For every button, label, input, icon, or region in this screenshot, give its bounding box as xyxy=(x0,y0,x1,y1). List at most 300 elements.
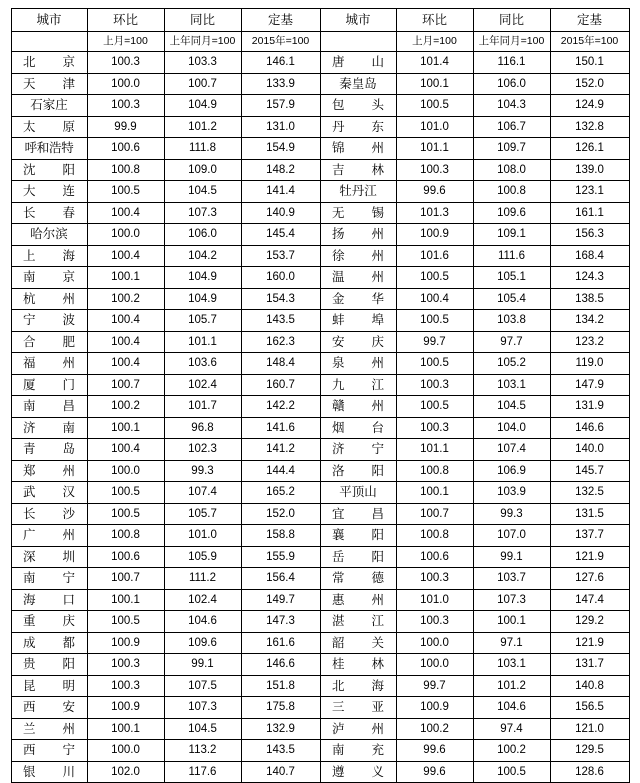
base-value-cell: 147.4 xyxy=(550,589,629,611)
city-name-cell xyxy=(320,310,396,332)
city-label: 南 京 xyxy=(23,270,75,284)
base-value-cell: 160.0 xyxy=(241,267,320,289)
base-value-cell: 143.5 xyxy=(241,310,320,332)
city-label: 金 华 xyxy=(332,291,384,306)
mom-value-cell: 100.1 xyxy=(87,589,164,611)
city-label: 三 亚 xyxy=(332,700,384,714)
city-name-cell xyxy=(320,460,396,482)
yoy-value-cell: 99.1 xyxy=(473,546,550,568)
city-name-cell xyxy=(320,503,396,525)
table-row xyxy=(11,181,629,203)
mom-value-cell: 101.3 xyxy=(396,202,473,224)
mom-value-cell: 100.3 xyxy=(396,611,473,633)
city-label: 海 口 xyxy=(23,592,75,607)
city-label: 扬 州 xyxy=(332,227,384,241)
base-value-cell: 134.2 xyxy=(550,310,629,332)
city-name-cell xyxy=(11,460,87,482)
table-row xyxy=(11,654,629,676)
city-label: 杭 州 xyxy=(23,291,75,306)
city-name-cell xyxy=(320,632,396,654)
base-value-cell: 138.5 xyxy=(550,288,629,310)
price-index-table-sheet xyxy=(0,8,640,779)
base-value-cell: 123.2 xyxy=(550,331,629,353)
table-row xyxy=(11,675,629,697)
city-label: 襄 阳 xyxy=(332,528,384,542)
city-label: 烟 台 xyxy=(332,420,384,435)
yoy-value-cell: 109.7 xyxy=(473,138,550,160)
mom-value-cell: 100.3 xyxy=(396,417,473,439)
city-label: 济 宁 xyxy=(332,442,384,456)
mom-value-cell: 100.9 xyxy=(396,697,473,719)
yoy-value-cell: 99.1 xyxy=(164,654,241,676)
mom-value-cell: 100.2 xyxy=(87,288,164,310)
yoy-value-cell: 101.2 xyxy=(164,116,241,138)
base-value-cell: 156.3 xyxy=(550,224,629,246)
city-name-cell xyxy=(320,675,396,697)
city-name-cell xyxy=(11,181,87,203)
table-row xyxy=(11,417,629,439)
header-yoy-right: 同比 xyxy=(473,9,550,32)
city-name-cell xyxy=(320,267,396,289)
city-name-cell xyxy=(11,353,87,375)
city-name-cell xyxy=(11,697,87,719)
city-name-cell xyxy=(11,589,87,611)
city-label: 银 川 xyxy=(23,764,75,779)
mom-value-cell: 100.6 xyxy=(87,546,164,568)
yoy-value-cell: 105.9 xyxy=(164,546,241,568)
mom-value-cell: 100.5 xyxy=(396,353,473,375)
city-label: 常 德 xyxy=(332,571,384,585)
mom-value-cell: 100.5 xyxy=(396,95,473,117)
table-row xyxy=(11,503,629,525)
yoy-value-cell: 100.7 xyxy=(164,73,241,95)
mom-value-cell: 100.1 xyxy=(87,417,164,439)
city-name-cell xyxy=(11,224,87,246)
city-name-cell xyxy=(320,288,396,310)
table-row xyxy=(11,589,629,611)
yoy-value-cell: 111.6 xyxy=(473,245,550,267)
yoy-value-cell: 109.0 xyxy=(164,159,241,181)
yoy-value-cell: 106.0 xyxy=(164,224,241,246)
city-name-cell xyxy=(11,439,87,461)
yoy-value-cell: 104.3 xyxy=(473,95,550,117)
mom-value-cell: 100.0 xyxy=(87,460,164,482)
city-label: 沈 阳 xyxy=(23,162,75,177)
mom-value-cell: 100.1 xyxy=(87,718,164,740)
yoy-value-cell: 102.4 xyxy=(164,589,241,611)
city-label: 湛 江 xyxy=(332,614,384,628)
base-value-cell: 156.5 xyxy=(550,697,629,719)
mom-value-cell: 99.9 xyxy=(87,116,164,138)
yoy-value-cell: 111.2 xyxy=(164,568,241,590)
city-name-cell xyxy=(11,632,87,654)
mom-value-cell: 100.5 xyxy=(396,267,473,289)
table-row xyxy=(11,632,629,654)
city-name-cell xyxy=(11,288,87,310)
mom-value-cell: 100.4 xyxy=(87,353,164,375)
mom-value-cell: 100.1 xyxy=(396,482,473,504)
city-label: 厦 门 xyxy=(23,377,75,392)
base-value-cell: 146.1 xyxy=(241,52,320,74)
city-label: 岳 阳 xyxy=(332,549,384,564)
header-city-left: 城市 xyxy=(11,9,87,32)
table-row xyxy=(11,202,629,224)
city-label: 桂 林 xyxy=(332,657,384,671)
city-label: 丹 东 xyxy=(332,119,384,134)
mom-value-cell: 100.8 xyxy=(396,460,473,482)
base-value-cell: 121.9 xyxy=(550,632,629,654)
yoy-value-cell: 97.7 xyxy=(473,331,550,353)
city-label: 温 州 xyxy=(332,270,384,284)
base-value-cell: 149.7 xyxy=(241,589,320,611)
yoy-value-cell: 101.2 xyxy=(473,675,550,697)
city-name-cell xyxy=(320,525,396,547)
city-label: 上 海 xyxy=(23,248,75,263)
mom-value-cell: 100.3 xyxy=(87,52,164,74)
header-base-right: 定基 xyxy=(550,9,629,32)
city-label: 石家庄 xyxy=(30,98,68,112)
yoy-value-cell: 105.2 xyxy=(473,353,550,375)
city-label: 成 都 xyxy=(23,635,75,650)
subheader-city-left xyxy=(11,32,87,52)
city-name-cell xyxy=(320,245,396,267)
table-row xyxy=(11,138,629,160)
mom-value-cell: 100.9 xyxy=(396,224,473,246)
mom-value-cell: 100.6 xyxy=(87,138,164,160)
city-name-cell xyxy=(11,654,87,676)
base-value-cell: 148.2 xyxy=(241,159,320,181)
city-label: 宜 昌 xyxy=(332,506,384,521)
city-name-cell xyxy=(11,568,87,590)
base-value-cell: 148.4 xyxy=(241,353,320,375)
city-name-cell xyxy=(11,374,87,396)
city-label: 哈尔滨 xyxy=(30,227,68,241)
mom-value-cell: 102.0 xyxy=(87,761,164,783)
base-value-cell: 123.1 xyxy=(550,181,629,203)
city-label: 兰 州 xyxy=(23,721,75,736)
table-row xyxy=(11,245,629,267)
table-header xyxy=(11,9,629,52)
base-value-cell: 121.9 xyxy=(550,546,629,568)
subheader-base-left: 2015年=100 xyxy=(241,32,320,52)
city-label: 西 安 xyxy=(23,700,75,714)
yoy-value-cell: 105.4 xyxy=(473,288,550,310)
mom-value-cell: 100.8 xyxy=(87,525,164,547)
yoy-value-cell: 109.1 xyxy=(473,224,550,246)
yoy-value-cell: 101.7 xyxy=(164,396,241,418)
city-name-cell xyxy=(320,396,396,418)
mom-value-cell: 100.6 xyxy=(396,546,473,568)
city-name-cell xyxy=(320,761,396,783)
city-label: 九 江 xyxy=(332,377,384,392)
city-name-cell xyxy=(11,396,87,418)
city-name-cell xyxy=(320,718,396,740)
yoy-value-cell: 104.9 xyxy=(164,267,241,289)
table-row xyxy=(11,353,629,375)
yoy-value-cell: 107.0 xyxy=(473,525,550,547)
yoy-value-cell: 105.1 xyxy=(473,267,550,289)
yoy-value-cell: 97.4 xyxy=(473,718,550,740)
mom-value-cell: 100.9 xyxy=(87,697,164,719)
table-row xyxy=(11,525,629,547)
yoy-value-cell: 107.3 xyxy=(164,697,241,719)
base-value-cell: 155.9 xyxy=(241,546,320,568)
mom-value-cell: 100.3 xyxy=(396,374,473,396)
city-label: 包 头 xyxy=(332,98,384,112)
city-label: 平顶山 xyxy=(339,485,377,499)
city-name-cell xyxy=(320,159,396,181)
city-name-cell xyxy=(11,138,87,160)
city-name-cell xyxy=(11,310,87,332)
table-row xyxy=(11,267,629,289)
yoy-value-cell: 116.1 xyxy=(473,52,550,74)
table-row xyxy=(11,374,629,396)
header-row-sub xyxy=(11,32,629,52)
yoy-value-cell: 107.5 xyxy=(164,675,241,697)
base-value-cell: 131.9 xyxy=(550,396,629,418)
mom-value-cell: 100.7 xyxy=(87,374,164,396)
city-label: 南 昌 xyxy=(23,399,75,413)
city-label: 洛 阳 xyxy=(332,463,384,478)
table-body xyxy=(11,52,629,783)
city-name-cell xyxy=(11,740,87,762)
mom-value-cell: 100.7 xyxy=(87,568,164,590)
header-city-right: 城市 xyxy=(320,9,396,32)
mom-value-cell: 99.7 xyxy=(396,331,473,353)
base-value-cell: 145.4 xyxy=(241,224,320,246)
base-value-cell: 121.0 xyxy=(550,718,629,740)
city-label: 蚌 埠 xyxy=(332,313,384,327)
base-value-cell: 157.9 xyxy=(241,95,320,117)
city-name-cell xyxy=(11,546,87,568)
city-label: 韶 关 xyxy=(332,635,384,650)
yoy-value-cell: 113.2 xyxy=(164,740,241,762)
mom-value-cell: 99.7 xyxy=(396,675,473,697)
yoy-value-cell: 101.1 xyxy=(164,331,241,353)
base-value-cell: 152.0 xyxy=(241,503,320,525)
mom-value-cell: 100.0 xyxy=(87,740,164,762)
mom-value-cell: 100.4 xyxy=(87,331,164,353)
base-value-cell: 140.8 xyxy=(550,675,629,697)
yoy-value-cell: 99.3 xyxy=(164,460,241,482)
table-row xyxy=(11,159,629,181)
mom-value-cell: 99.6 xyxy=(396,761,473,783)
city-name-cell xyxy=(11,267,87,289)
base-value-cell: 142.2 xyxy=(241,396,320,418)
mom-value-cell: 100.7 xyxy=(396,503,473,525)
base-value-cell: 152.0 xyxy=(550,73,629,95)
base-value-cell: 162.3 xyxy=(241,331,320,353)
mom-value-cell: 100.8 xyxy=(396,525,473,547)
yoy-value-cell: 103.8 xyxy=(473,310,550,332)
yoy-value-cell: 104.5 xyxy=(164,181,241,203)
city-label: 惠 州 xyxy=(332,592,384,607)
base-value-cell: 160.7 xyxy=(241,374,320,396)
mom-value-cell: 100.5 xyxy=(87,503,164,525)
mom-value-cell: 100.5 xyxy=(87,611,164,633)
yoy-value-cell: 103.6 xyxy=(164,353,241,375)
city-label: 南 宁 xyxy=(23,571,75,585)
city-label: 合 肥 xyxy=(23,334,75,349)
base-value-cell: 153.7 xyxy=(241,245,320,267)
yoy-value-cell: 104.9 xyxy=(164,288,241,310)
mom-value-cell: 100.4 xyxy=(87,202,164,224)
table-row xyxy=(11,439,629,461)
city-label: 徐 州 xyxy=(332,248,384,263)
base-value-cell: 158.8 xyxy=(241,525,320,547)
table-row xyxy=(11,611,629,633)
city-label: 秦皇岛 xyxy=(339,76,377,91)
yoy-value-cell: 107.4 xyxy=(164,482,241,504)
city-name-cell xyxy=(320,374,396,396)
yoy-value-cell: 103.1 xyxy=(473,654,550,676)
mom-value-cell: 100.4 xyxy=(87,439,164,461)
base-value-cell: 124.3 xyxy=(550,267,629,289)
mom-value-cell: 100.0 xyxy=(396,632,473,654)
base-value-cell: 141.4 xyxy=(241,181,320,203)
city-label: 郑 州 xyxy=(23,463,75,478)
header-mom-right: 环比 xyxy=(396,9,473,32)
table-row xyxy=(11,95,629,117)
yoy-value-cell: 102.4 xyxy=(164,374,241,396)
subheader-city-right xyxy=(320,32,396,52)
table-row xyxy=(11,718,629,740)
city-name-cell xyxy=(11,417,87,439)
table-row xyxy=(11,482,629,504)
subheader-yoy-right: 上年同月=100 xyxy=(473,32,550,52)
city-name-cell xyxy=(320,202,396,224)
city-name-cell xyxy=(320,439,396,461)
yoy-value-cell: 109.6 xyxy=(473,202,550,224)
base-value-cell: 137.7 xyxy=(550,525,629,547)
city-label: 南 充 xyxy=(332,743,384,757)
mom-value-cell: 100.5 xyxy=(396,396,473,418)
base-value-cell: 154.9 xyxy=(241,138,320,160)
mom-value-cell: 99.6 xyxy=(396,740,473,762)
city-label: 泸 州 xyxy=(332,721,384,736)
city-label: 长 沙 xyxy=(23,506,75,521)
base-value-cell: 131.0 xyxy=(241,116,320,138)
mom-value-cell: 101.4 xyxy=(396,52,473,74)
yoy-value-cell: 106.0 xyxy=(473,73,550,95)
city-name-cell xyxy=(320,52,396,74)
city-label: 吉 林 xyxy=(332,162,384,177)
base-value-cell: 124.9 xyxy=(550,95,629,117)
mom-value-cell: 100.5 xyxy=(87,482,164,504)
base-value-cell: 161.1 xyxy=(550,202,629,224)
city-name-cell xyxy=(320,740,396,762)
base-value-cell: 129.2 xyxy=(550,611,629,633)
base-value-cell: 129.5 xyxy=(550,740,629,762)
city-name-cell xyxy=(320,611,396,633)
yoy-value-cell: 100.2 xyxy=(473,740,550,762)
base-value-cell: 133.9 xyxy=(241,73,320,95)
mom-value-cell: 100.3 xyxy=(396,159,473,181)
table-row xyxy=(11,568,629,590)
base-value-cell: 156.4 xyxy=(241,568,320,590)
base-value-cell: 144.4 xyxy=(241,460,320,482)
city-label: 福 州 xyxy=(23,356,75,370)
city-name-cell xyxy=(11,245,87,267)
city-name-cell xyxy=(11,718,87,740)
yoy-value-cell: 104.2 xyxy=(164,245,241,267)
base-value-cell: 141.2 xyxy=(241,439,320,461)
yoy-value-cell: 104.6 xyxy=(473,697,550,719)
yoy-value-cell: 102.3 xyxy=(164,439,241,461)
city-name-cell xyxy=(11,159,87,181)
city-label: 唐 山 xyxy=(332,55,384,69)
base-value-cell: 132.5 xyxy=(550,482,629,504)
yoy-value-cell: 104.6 xyxy=(164,611,241,633)
city-name-cell xyxy=(11,202,87,224)
mom-value-cell: 100.4 xyxy=(87,245,164,267)
yoy-value-cell: 106.7 xyxy=(473,116,550,138)
base-value-cell: 139.0 xyxy=(550,159,629,181)
mom-value-cell: 100.2 xyxy=(87,396,164,418)
yoy-value-cell: 107.3 xyxy=(473,589,550,611)
city-name-cell xyxy=(11,482,87,504)
base-value-cell: 132.8 xyxy=(550,116,629,138)
base-value-cell: 140.9 xyxy=(241,202,320,224)
yoy-value-cell: 107.4 xyxy=(473,439,550,461)
base-value-cell: 147.9 xyxy=(550,374,629,396)
city-label: 武 汉 xyxy=(23,485,75,499)
mom-value-cell: 100.3 xyxy=(396,568,473,590)
city-label: 太 原 xyxy=(23,119,75,134)
city-name-cell xyxy=(320,331,396,353)
mom-value-cell: 101.0 xyxy=(396,589,473,611)
city-name-cell xyxy=(11,675,87,697)
base-value-cell: 140.7 xyxy=(241,761,320,783)
city-label: 天 津 xyxy=(23,76,75,91)
yoy-value-cell: 106.9 xyxy=(473,460,550,482)
city-name-cell xyxy=(320,482,396,504)
yoy-value-cell: 97.1 xyxy=(473,632,550,654)
city-label: 长 春 xyxy=(23,205,75,220)
subheader-yoy-left: 上年同月=100 xyxy=(164,32,241,52)
mom-value-cell: 100.4 xyxy=(396,288,473,310)
header-mom-left: 环比 xyxy=(87,9,164,32)
city-name-cell xyxy=(320,546,396,568)
city-name-cell xyxy=(11,116,87,138)
mom-value-cell: 100.1 xyxy=(87,267,164,289)
base-value-cell: 146.6 xyxy=(550,417,629,439)
city-name-cell xyxy=(11,52,87,74)
mom-value-cell: 100.0 xyxy=(396,654,473,676)
city-label: 大 连 xyxy=(23,184,75,198)
table-row xyxy=(11,761,629,783)
base-value-cell: 147.3 xyxy=(241,611,320,633)
city-label: 泉 州 xyxy=(332,356,384,370)
mom-value-cell: 101.1 xyxy=(396,439,473,461)
base-value-cell: 131.5 xyxy=(550,503,629,525)
city-name-cell xyxy=(320,224,396,246)
base-value-cell: 128.6 xyxy=(550,761,629,783)
mom-value-cell: 101.0 xyxy=(396,116,473,138)
city-label: 昆 明 xyxy=(23,678,75,693)
table-row xyxy=(11,460,629,482)
base-value-cell: 132.9 xyxy=(241,718,320,740)
yoy-value-cell: 103.7 xyxy=(473,568,550,590)
header-base-left: 定基 xyxy=(241,9,320,32)
mom-value-cell: 100.3 xyxy=(87,675,164,697)
city-name-cell xyxy=(320,589,396,611)
city-name-cell xyxy=(11,761,87,783)
base-value-cell: 127.6 xyxy=(550,568,629,590)
city-label: 重 庆 xyxy=(23,614,75,628)
city-name-cell xyxy=(11,73,87,95)
yoy-value-cell: 105.7 xyxy=(164,503,241,525)
